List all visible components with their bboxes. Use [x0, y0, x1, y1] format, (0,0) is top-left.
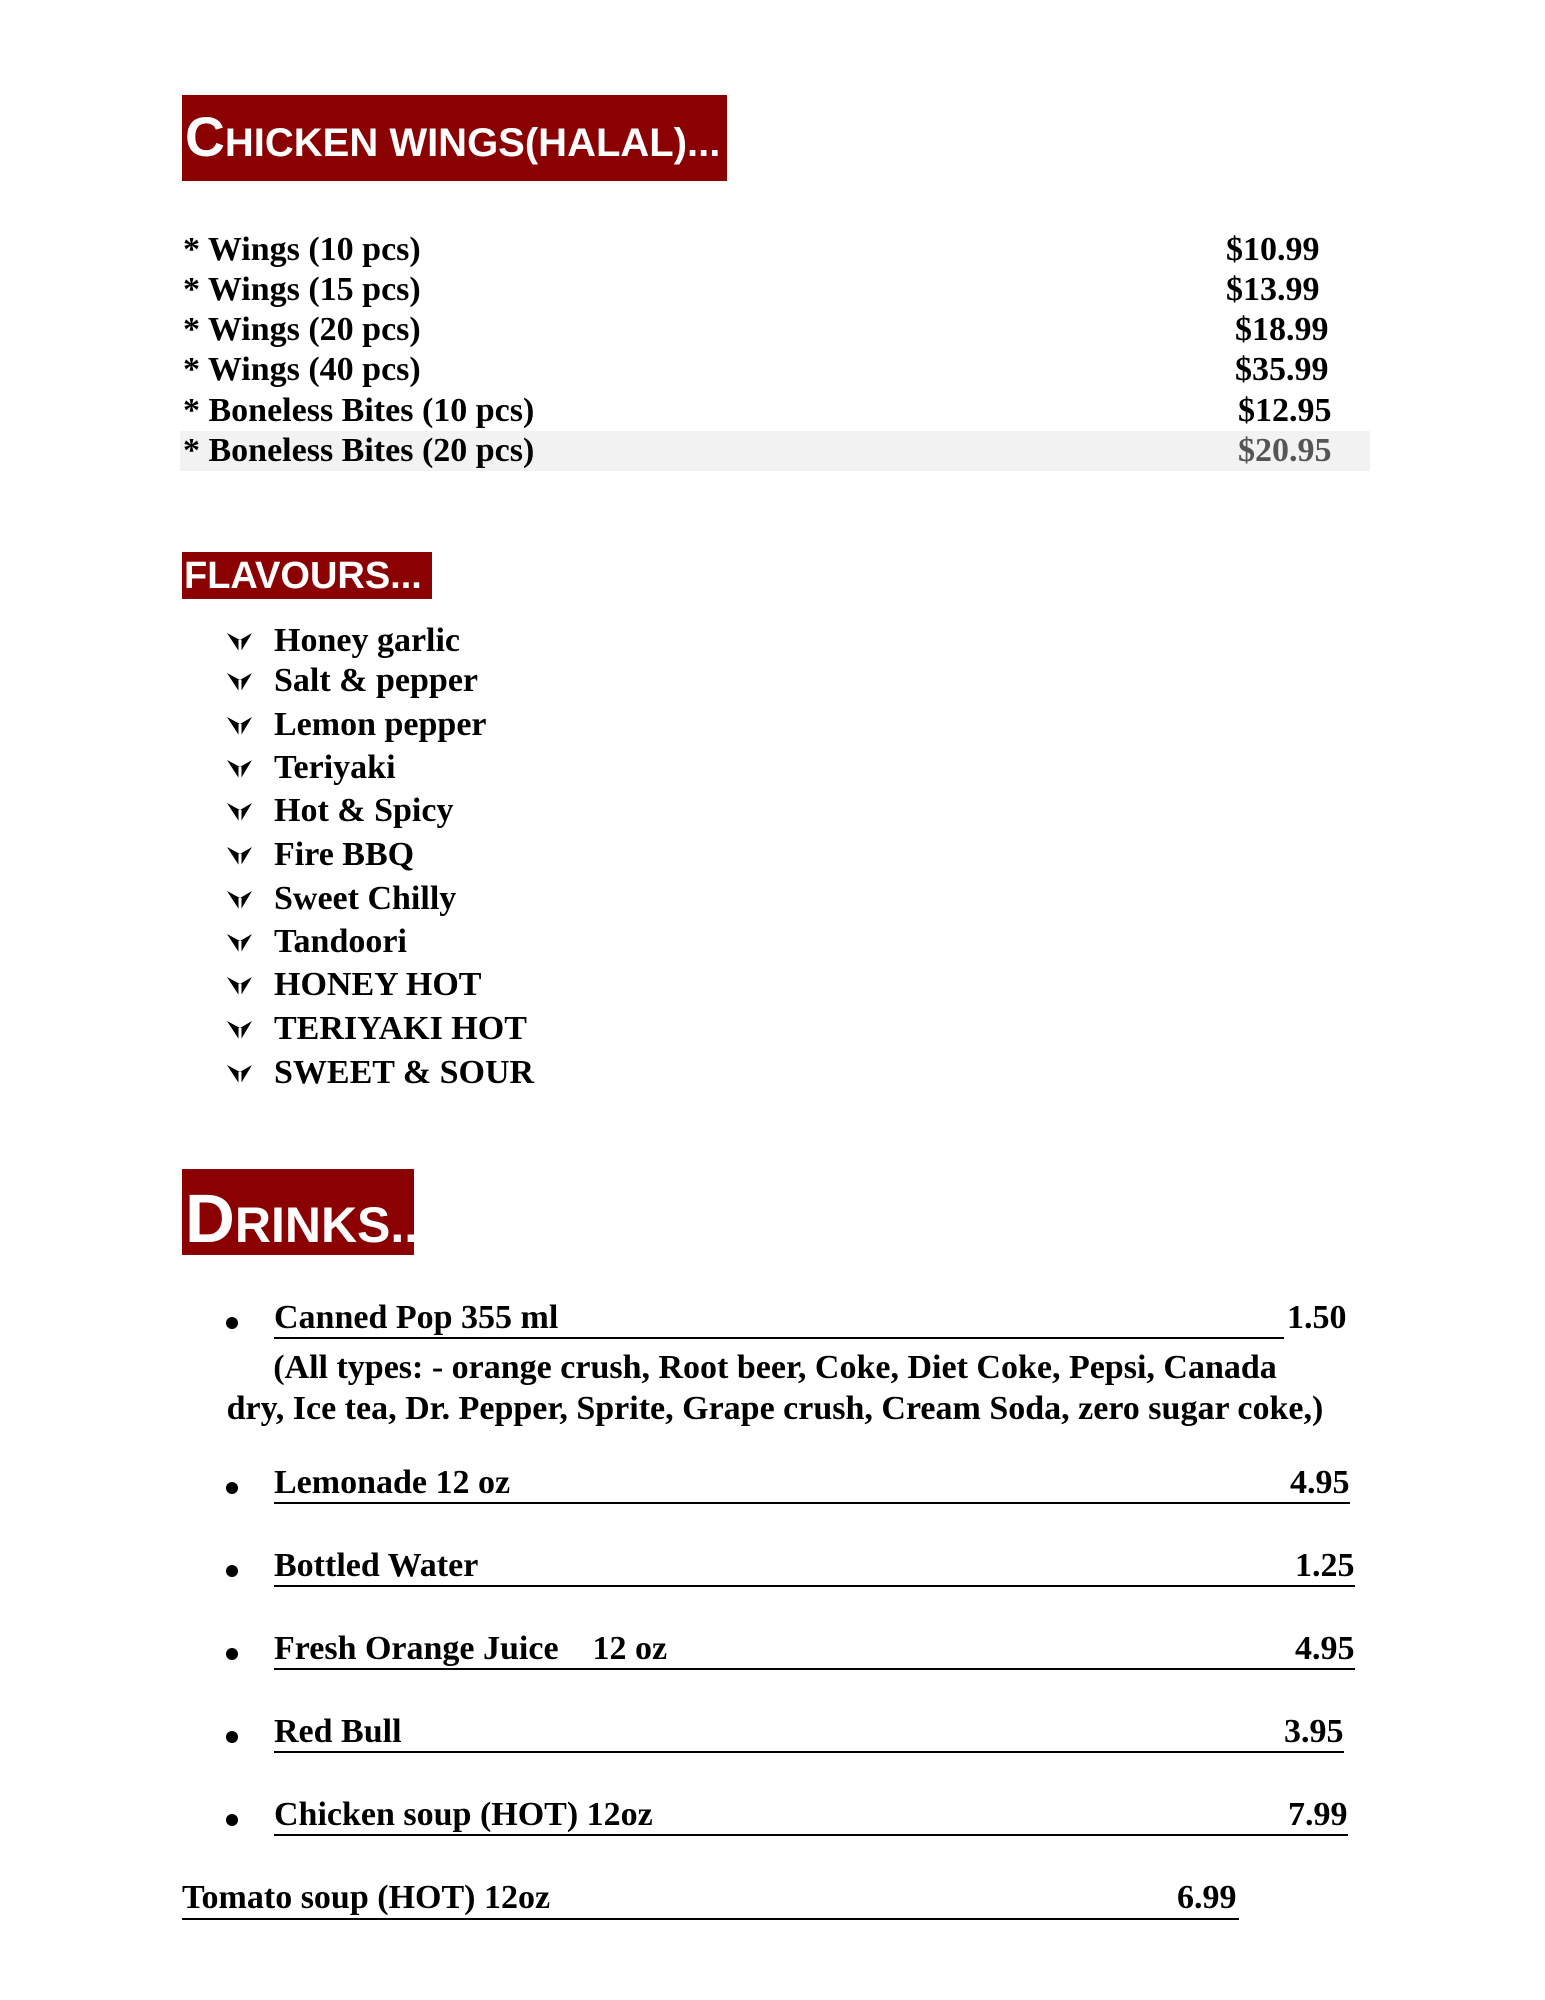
flavour-item — [226, 833, 414, 877]
chicken-wings-heading-initial: C — [185, 106, 225, 168]
drink-price: 3.95 — [1284, 1713, 1344, 1750]
bullet-icon — [226, 1317, 238, 1329]
check-arrow-icon — [226, 889, 258, 913]
wing-item-price: $35.99 — [1235, 351, 1329, 388]
chicken-wings-heading — [182, 95, 727, 181]
check-arrow-icon — [226, 631, 258, 655]
chicken-wings-heading-rest: HICKEN WINGS(HALAL)... — [224, 121, 721, 165]
check-arrow-icon — [226, 1063, 258, 1087]
wing-item-name: * Boneless Bites (10 pcs) — [183, 392, 535, 429]
flavour-name: Sweet Chilly — [274, 880, 457, 917]
wing-item-name: * Wings (40 pcs) — [183, 351, 421, 388]
drink-name: Canned Pop 355 ml — [274, 1299, 559, 1336]
drink-name: Red Bull — [274, 1713, 402, 1750]
note-line: (All types: - orange crush, Root beer, Coke, Diet Coke, Pepsi, Canada — [273, 1349, 1277, 1386]
check-arrow-icon — [226, 1019, 258, 1043]
wing-item — [180, 230, 1370, 270]
bullet-icon — [226, 1565, 238, 1577]
flavour-name: Salt & pepper — [274, 662, 478, 699]
wing-item-name: * Wings (15 pcs) — [183, 271, 421, 308]
flavour-name: Teriyaki — [274, 749, 396, 786]
flavour-item — [226, 1051, 534, 1095]
wing-item-name: * Wings (20 pcs) — [183, 311, 421, 348]
wing-item — [180, 391, 1370, 431]
drink-name: Fresh Orange Juice 12 oz — [274, 1630, 668, 1667]
flavour-item — [226, 877, 456, 921]
drink-price: 4.95 — [1295, 1630, 1355, 1667]
wing-item-price: $18.99 — [1235, 311, 1329, 348]
drink-name: Lemonade 12 oz — [274, 1464, 511, 1501]
wing-item-price: $10.99 — [1226, 231, 1320, 268]
flavour-name: Tandoori — [274, 923, 407, 960]
check-arrow-icon — [226, 845, 258, 869]
flavours-heading: FLAVOURS... — [182, 552, 432, 599]
drink-price: 6.99 — [1177, 1879, 1237, 1916]
wing-item — [180, 350, 1370, 390]
drink-line — [274, 1464, 1350, 1504]
drinks-heading — [182, 1169, 433, 1257]
flavour-name: Honey garlic — [274, 622, 461, 659]
flavour-name: TERIYAKI HOT — [274, 1010, 527, 1047]
drink-line — [274, 1299, 1347, 1339]
wing-item-price: $12.95 — [1238, 392, 1332, 429]
check-arrow-icon — [226, 932, 258, 956]
bullet-icon — [226, 1814, 238, 1826]
check-arrow-icon — [226, 758, 258, 782]
drink-price: 1.50 — [1287, 1299, 1347, 1336]
drink-line — [274, 1547, 1355, 1587]
bullet-icon — [226, 1731, 238, 1743]
wing-item — [180, 310, 1370, 350]
wing-item-price: $13.99 — [1226, 271, 1320, 308]
wing-item-name: * Wings (10 pcs) — [183, 231, 421, 268]
check-arrow-icon — [226, 715, 258, 739]
bullet-icon — [226, 1648, 238, 1660]
flavour-item — [226, 659, 478, 703]
flavour-item — [226, 963, 482, 1007]
wing-item-highlighted — [180, 431, 1370, 471]
drink-line — [274, 1796, 1348, 1836]
drinks-heading-rest: RINKS... — [234, 1197, 433, 1253]
flavour-name: SWEET & SOUR — [274, 1054, 535, 1091]
flavour-item — [226, 789, 453, 833]
check-arrow-icon — [226, 801, 258, 825]
flavour-name: Hot & Spicy — [274, 792, 454, 829]
drinks-heading-initial: D — [185, 1180, 235, 1257]
note-line: dry, Ice tea, Dr. Pepper, Sprite, Grape crush, Cream Soda, zero sugar coke,) — [226, 1390, 1324, 1427]
wing-item — [180, 270, 1370, 310]
drink-name: Chicken soup (HOT) 12oz — [274, 1796, 653, 1833]
bullet-icon — [226, 1482, 238, 1494]
check-arrow-icon — [226, 975, 258, 999]
drink-name: Bottled Water — [274, 1547, 479, 1584]
canned-pop-types-note — [180, 1347, 1370, 1429]
drink-price: 1.25 — [1295, 1547, 1355, 1584]
wing-item-name: * Boneless Bites (20 pcs) — [183, 432, 535, 469]
flavour-item — [226, 746, 396, 790]
flavour-item — [226, 619, 460, 663]
flavour-name: HONEY HOT — [274, 966, 482, 1003]
drink-price: 7.99 — [1288, 1796, 1348, 1833]
drink-name: Tomato soup (HOT) 12oz — [182, 1879, 551, 1916]
flavour-item — [226, 920, 407, 964]
drink-line — [274, 1630, 1355, 1670]
flavour-name: Lemon pepper — [274, 706, 487, 743]
wing-item-price: $20.95 — [1238, 432, 1332, 469]
check-arrow-icon — [226, 671, 258, 695]
tomato-soup-item — [182, 1878, 1239, 1920]
flavour-item — [226, 1007, 527, 1051]
flavour-item — [226, 703, 487, 747]
drink-price: 4.95 — [1290, 1464, 1350, 1501]
drink-line — [274, 1713, 1344, 1753]
flavour-name: Fire BBQ — [274, 836, 415, 873]
